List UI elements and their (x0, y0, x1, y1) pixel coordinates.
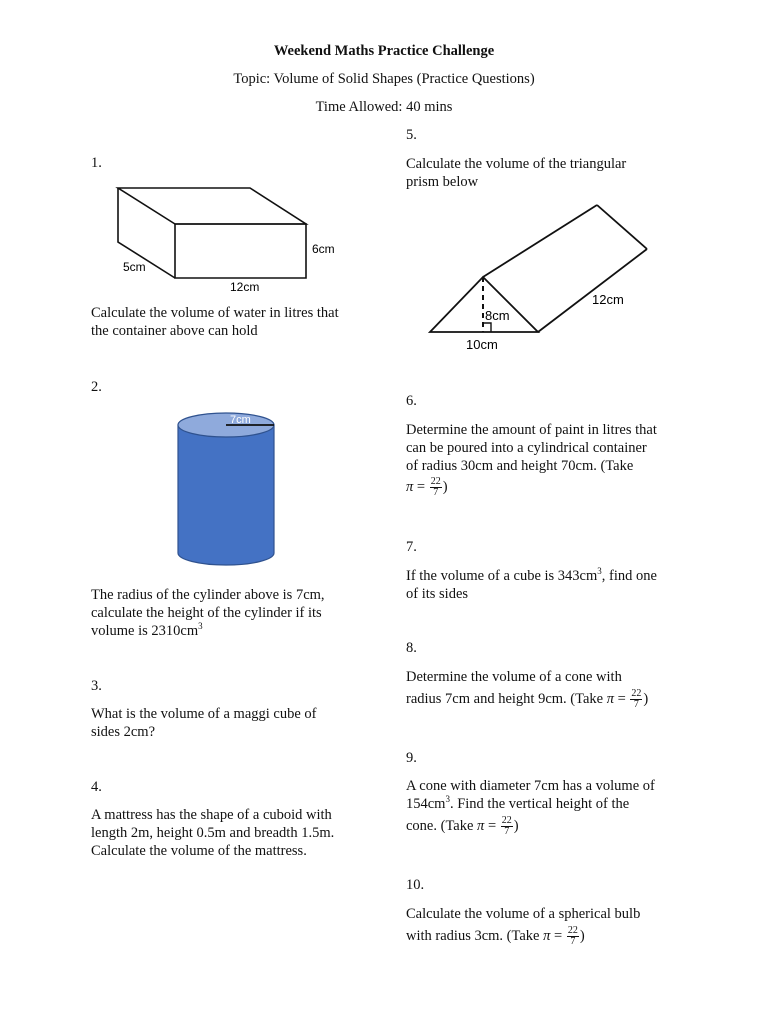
box-top-opening (118, 188, 306, 224)
question-2-text: The radius of the cylinder above is 7cm, calculate the height of the cylinder if its volume is $2310cm^3$ (91, 587, 325, 639)
prism-height-label: 8cm (485, 308, 510, 323)
box-front-face (175, 224, 306, 278)
question-8-number: 8. (406, 640, 417, 656)
question-6-text: Determine the amount of paint in litres that can be poured into a cylindrical container of radius 30cm and height 70cm. (Take π = $\frac{22}{7}$ ) (406, 422, 657, 498)
open-box-figure (110, 180, 350, 300)
question-5-number: 5. (406, 127, 417, 143)
box-width-label: 5cm (123, 260, 146, 274)
question-7-text: If the volume of a cube is $343cm^3$, find one of its sides (406, 566, 657, 602)
cylinder-body (178, 425, 274, 565)
prism-back-edge (597, 205, 647, 249)
question-10-text: Calculate the volume of a spherical bulb with radius 3cm. (Take π = $\frac{22}{7}$ ) (406, 906, 641, 947)
prism-top-edge (483, 205, 597, 277)
question-9-number: 9. (406, 750, 417, 766)
question-7-number: 7. (406, 539, 417, 555)
box-length-label: 12cm (230, 280, 260, 294)
cylinder-figure (170, 405, 285, 575)
fraction-22-7: $\frac{22}{7}$ (430, 476, 441, 498)
question-5-text: Calculate the volume of the triangular prism below (406, 156, 627, 190)
topic-line: Topic: Volume of Solid Shapes (Practice Questions) (233, 71, 535, 87)
prism-side-edge (538, 249, 647, 332)
question-1-text: Calculate the volume of water in litres that the container above can hold (91, 305, 339, 339)
question-6-number: 6. (406, 393, 417, 409)
page-title: Weekend Maths Practice Challenge (273, 43, 495, 59)
prism-right-angle-mark (483, 323, 491, 332)
triangular-prism-figure (420, 195, 670, 355)
prism-length-label: 12cm (592, 292, 624, 307)
prism-base-label: 10cm (466, 337, 498, 352)
box-height-label: 6cm (312, 242, 335, 256)
question-2-number: 2. (91, 379, 102, 395)
fraction-22-7: $\frac{22}{7}$ (501, 815, 512, 837)
question-1-number: 1. (91, 155, 102, 171)
question-8-text: Determine the volume of a cone with radius 7cm and height 9cm. (Take π = $\frac{22}{7}$ ) (406, 669, 649, 710)
fraction-22-7: $\frac{22}{7}$ (567, 925, 578, 947)
question-3-text: What is the volume of a maggi cube of sides 2cm? (91, 706, 317, 740)
time-allowed: Time Allowed: 40 mins (315, 99, 453, 115)
fraction-22-7: $\frac{22}{7}$ (631, 688, 642, 710)
question-4-text: A mattress has the shape of a cuboid with length 2m, height 0.5m and breadth 1.5m. Calculate the volume of the mattress. (91, 807, 335, 859)
question-10-number: 10. (406, 877, 425, 893)
question-4-number: 4. (91, 779, 102, 795)
question-3-number: 3. (91, 678, 102, 694)
cylinder-radius-label: 7cm (230, 414, 251, 426)
question-9-text: A cone with diameter 7cm has a volume of $154cm^3$. Find the vertical height of the cone. (Take π = $\frac{22}{7}$ ) (406, 778, 655, 837)
